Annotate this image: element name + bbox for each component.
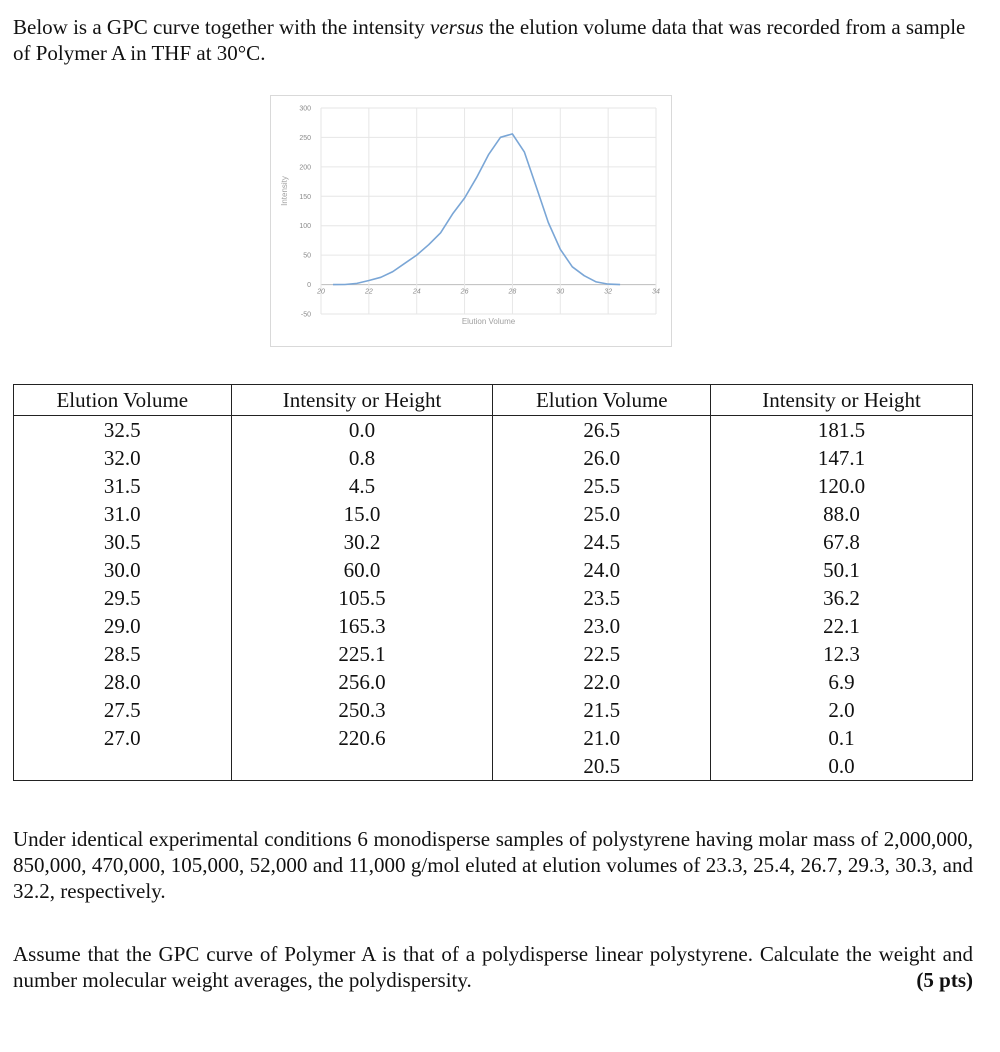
table-row bbox=[14, 640, 973, 668]
table-cell: 23.5 bbox=[493, 584, 711, 612]
table-cell: 29.0 bbox=[14, 612, 232, 640]
table-cell: 28.0 bbox=[14, 668, 232, 696]
header-intensity-1: Intensity or Height bbox=[231, 385, 493, 416]
table-cell: 60.0 bbox=[231, 556, 493, 584]
table-cell: 120.0 bbox=[711, 472, 973, 500]
table-row bbox=[14, 612, 973, 640]
x-tick-label: 34 bbox=[652, 288, 660, 296]
table-cell: 20.5 bbox=[493, 752, 711, 781]
table-row bbox=[14, 752, 973, 781]
table-cell: 225.1 bbox=[231, 640, 493, 668]
table-cell: 30.2 bbox=[231, 528, 493, 556]
table-cell: 256.0 bbox=[231, 668, 493, 696]
table-cell: 30.5 bbox=[14, 528, 232, 556]
table-cell: 105.5 bbox=[231, 584, 493, 612]
table-cell: 15.0 bbox=[231, 500, 493, 528]
table-cell: 28.5 bbox=[14, 640, 232, 668]
table-row bbox=[14, 528, 973, 556]
x-tick-label: 30 bbox=[556, 288, 565, 296]
header-elution-volume-2: Elution Volume bbox=[493, 385, 711, 416]
table-cell: 50.1 bbox=[711, 556, 973, 584]
y-tick-label: 200 bbox=[299, 164, 311, 172]
x-tick-label: 32 bbox=[604, 288, 613, 296]
x-tick-label: 20 bbox=[317, 288, 325, 296]
table-cell: 6.9 bbox=[711, 668, 973, 696]
table-cell: 32.0 bbox=[14, 444, 232, 472]
table-cell: 27.5 bbox=[14, 696, 232, 724]
series-line bbox=[333, 134, 620, 285]
gpc-chart-svg bbox=[271, 96, 671, 346]
header-elution-volume-1: Elution Volume bbox=[14, 385, 232, 416]
x-tick-label: 22 bbox=[364, 288, 373, 296]
y-tick-label: 300 bbox=[299, 105, 311, 113]
table-cell: 29.5 bbox=[14, 584, 232, 612]
table-cell: 67.8 bbox=[711, 528, 973, 556]
table-cell: 31.0 bbox=[14, 500, 232, 528]
y-tick-label: 250 bbox=[299, 134, 311, 142]
table-cell: 250.3 bbox=[231, 696, 493, 724]
intro-text-2: the elution volume data that was recorded from a sample of Polymer A in THF at 30°C. bbox=[13, 15, 966, 65]
y-tick-label: 150 bbox=[299, 193, 311, 201]
table-cell: 2.0 bbox=[711, 696, 973, 724]
intro-emphasis: versus bbox=[430, 15, 484, 39]
x-axis-label: Elution Volume bbox=[461, 317, 516, 326]
table-cell: 4.5 bbox=[231, 472, 493, 500]
table-cell: 0.8 bbox=[231, 444, 493, 472]
table-header-row bbox=[14, 385, 973, 416]
table-row bbox=[14, 444, 973, 472]
table-row bbox=[14, 416, 973, 445]
y-tick-label: -50 bbox=[300, 311, 311, 319]
table-row bbox=[14, 724, 973, 752]
table-row bbox=[14, 668, 973, 696]
question-paragraph bbox=[13, 941, 973, 993]
table-cell: 181.5 bbox=[711, 416, 973, 445]
table-cell: 22.1 bbox=[711, 612, 973, 640]
intro-paragraph bbox=[13, 14, 978, 66]
table-cell: 27.0 bbox=[14, 724, 232, 752]
table-cell: 22.0 bbox=[493, 668, 711, 696]
table-cell: 165.3 bbox=[231, 612, 493, 640]
table-cell: 23.0 bbox=[493, 612, 711, 640]
table-cell: 26.5 bbox=[493, 416, 711, 445]
table-cell: 0.0 bbox=[711, 752, 973, 781]
y-axis-label: Intensity bbox=[280, 176, 289, 206]
x-tick-label: 24 bbox=[412, 288, 421, 296]
table-cell: 12.3 bbox=[711, 640, 973, 668]
table-cell: 22.5 bbox=[493, 640, 711, 668]
table-cell: 21.5 bbox=[493, 696, 711, 724]
problem-paragraph: Under identical experimental conditions 6 monodisperse samples of polystyrene having molar mass of 2,000,000, 850,000, 470,000, 105,000, 52,000 and 11,000 g/mol eluted at elution volumes of 23.3, 25.4, 26.7, 29.3, 30.3, and 32.2, respectively. bbox=[13, 827, 973, 903]
x-tick-label: 26 bbox=[460, 288, 469, 296]
table-cell bbox=[231, 752, 493, 781]
x-tick-label: 28 bbox=[508, 288, 517, 296]
table-cell: 30.0 bbox=[14, 556, 232, 584]
data-table bbox=[13, 384, 973, 781]
table-cell: 31.5 bbox=[14, 472, 232, 500]
table-row bbox=[14, 584, 973, 612]
table-cell: 220.6 bbox=[231, 724, 493, 752]
points-label: (5 pts) bbox=[916, 968, 973, 992]
table-body bbox=[14, 416, 973, 781]
intro-text-1: Below is a GPC curve together with the intensity bbox=[13, 15, 431, 39]
y-tick-label: 50 bbox=[303, 252, 311, 260]
table-cell: 25.5 bbox=[493, 472, 711, 500]
question-text: Assume that the GPC curve of Polymer A is that of a polydisperse linear polystyrene. Calculate the weight and number molecular weight averages, the polydispersity. bbox=[13, 942, 973, 992]
table-row bbox=[14, 472, 973, 500]
table-cell: 36.2 bbox=[711, 584, 973, 612]
table-cell: 0.0 bbox=[231, 416, 493, 445]
table-cell: 24.0 bbox=[493, 556, 711, 584]
table-cell: 147.1 bbox=[711, 444, 973, 472]
y-tick-label: 100 bbox=[299, 223, 311, 231]
table-cell: 32.5 bbox=[14, 416, 232, 445]
table-cell: 26.0 bbox=[493, 444, 711, 472]
gpc-chart bbox=[270, 95, 672, 347]
table-cell: 24.5 bbox=[493, 528, 711, 556]
table-row bbox=[14, 556, 973, 584]
header-intensity-2: Intensity or Height bbox=[711, 385, 973, 416]
table-cell: 0.1 bbox=[711, 724, 973, 752]
y-tick-label: 0 bbox=[307, 282, 311, 290]
table-cell: 25.0 bbox=[493, 500, 711, 528]
table-cell: 21.0 bbox=[493, 724, 711, 752]
table-cell: 88.0 bbox=[711, 500, 973, 528]
table-row bbox=[14, 500, 973, 528]
table-row bbox=[14, 696, 973, 724]
table-cell bbox=[14, 752, 232, 781]
